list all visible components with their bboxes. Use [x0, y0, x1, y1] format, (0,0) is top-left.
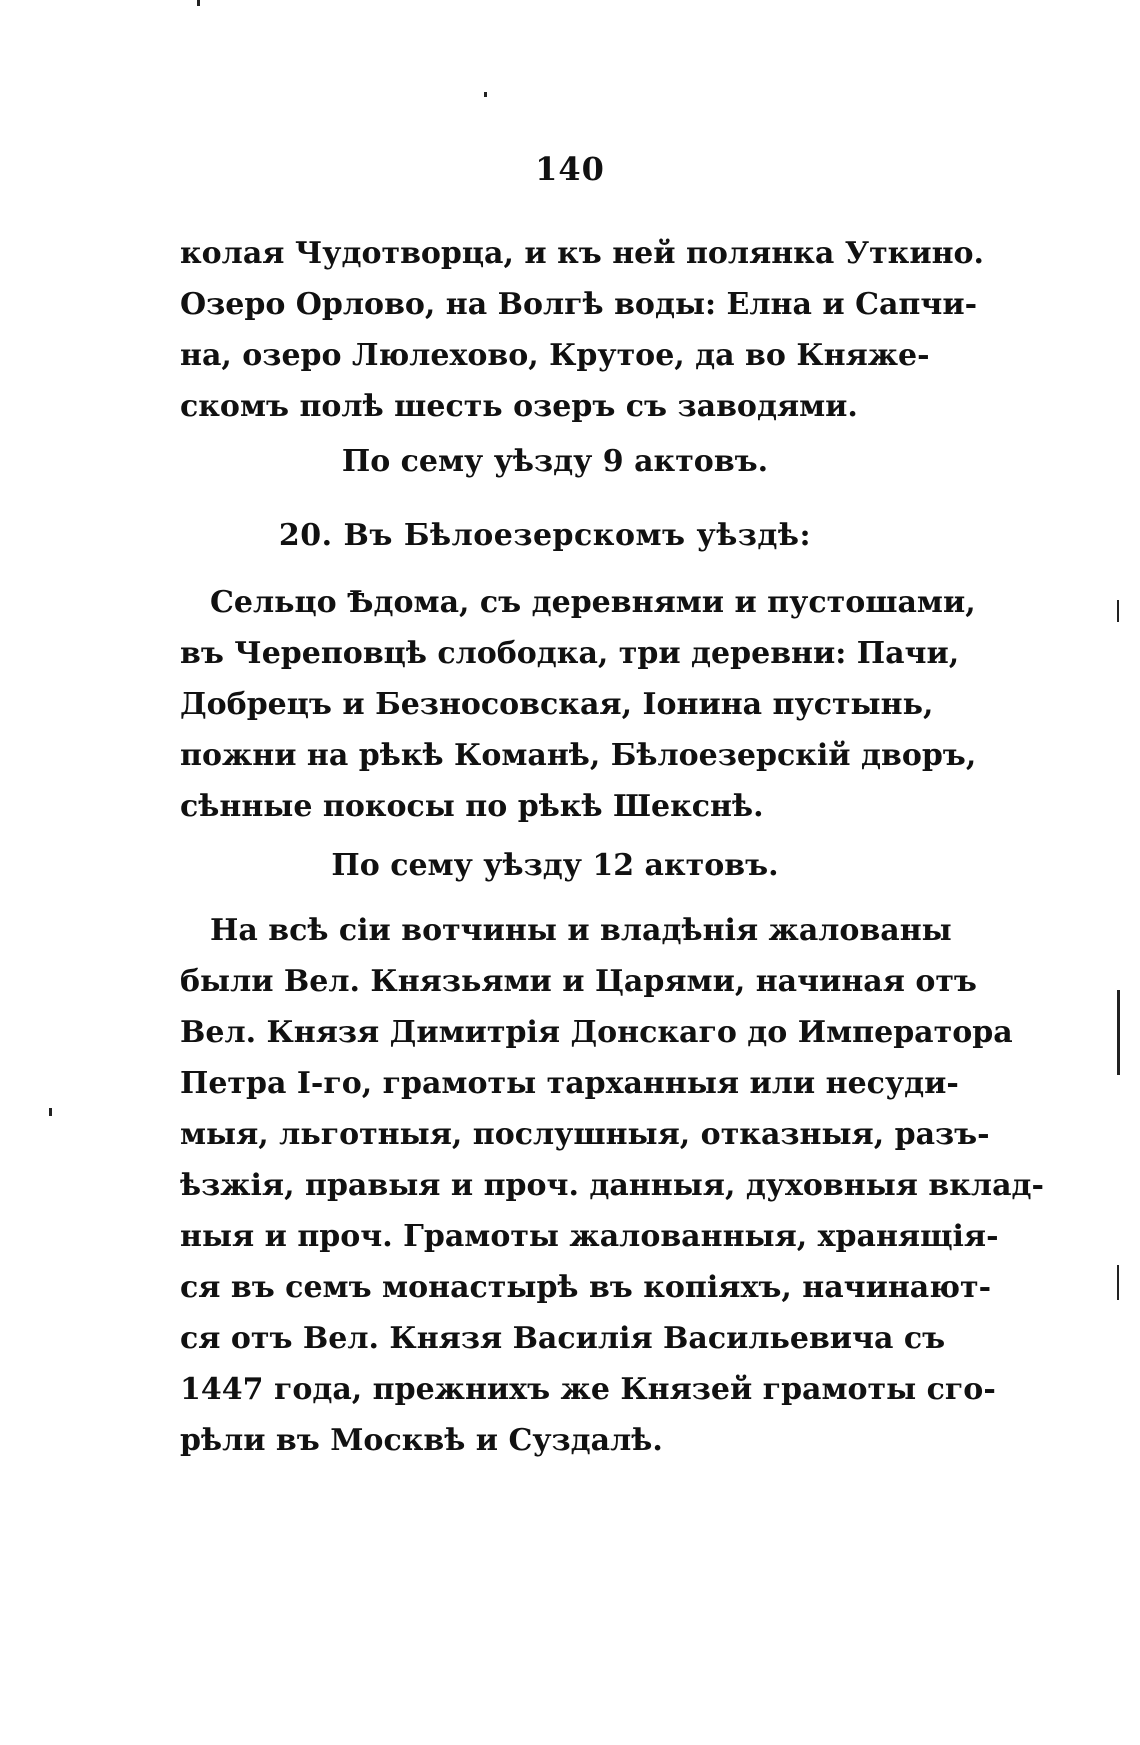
text-line: рѣли въ Москвѣ и Суздалѣ.	[180, 1423, 663, 1458]
text-line: были Вел. Князьями и Царями, начиная отъ	[180, 964, 977, 999]
text-line: ся въ семъ монастырѣ въ копіяхъ, начинают-	[180, 1270, 992, 1305]
paragraph-2	[180, 577, 977, 832]
summary-acts-19: По сему уѣзду 9 актовъ.	[341, 444, 769, 479]
text-line: ѣзжія, правыя и проч. данныя, духовныя вклад-	[180, 1168, 1044, 1203]
page-number: 140	[535, 150, 605, 188]
text-line: колая Чудотворца, и къ ней полянка Уткино.	[180, 236, 984, 271]
paragraph-1	[180, 228, 984, 432]
text-line: Озеро Орлово, на Волгѣ воды: Елна и Сапчи-	[180, 287, 978, 322]
text-line: Добрецъ и Безносовская, Іонина пустынь,	[180, 687, 934, 722]
text-line: ныя и проч. Грамоты жалованныя, хранящія-	[180, 1219, 999, 1254]
section-heading-20: 20. Въ Бѣлоезерскомъ уѣздѣ:	[278, 518, 812, 553]
text-line: 1447 года, прежнихъ же Князей грамоты сго-	[180, 1372, 996, 1407]
scan-edge-mark	[1117, 600, 1119, 622]
text-line: сѣнные покосы по рѣкѣ Шекснѣ.	[180, 789, 764, 824]
scan-dot	[49, 1108, 52, 1116]
text-line: мыя, льготныя, послушныя, отказныя, разъ-	[180, 1117, 990, 1152]
text-line: На всѣ сіи вотчины и владѣнія жалованы	[210, 913, 952, 948]
text-line: скомъ полѣ шесть озеръ съ заводями.	[180, 389, 858, 424]
scan-edge-mark	[1117, 990, 1120, 1075]
summary-acts-20: По сему уѣзду 12 актовъ.	[331, 848, 779, 883]
text-line: Вел. Князя Димитрія Донскаго до Императора	[180, 1015, 1013, 1050]
text-line: въ Череповцѣ слободка, три деревни: Пачи,	[180, 636, 960, 671]
text-line: пожни на рѣкѣ Команѣ, Бѣлоезерскій дворъ,	[180, 738, 977, 773]
text-line: Сельцо Ѣдома, съ деревнями и пустошами,	[210, 585, 976, 620]
scan-dot	[484, 92, 487, 97]
paragraph-3	[180, 905, 1044, 1466]
text-line: Петра I-го, грамоты тарханныя или несуди-	[180, 1066, 959, 1101]
text-line: ся отъ Вел. Князя Василія Васильевича съ	[180, 1321, 946, 1356]
text-line: на, озеро Люлехово, Крутое, да во Княже-	[180, 338, 930, 373]
scan-edge-mark	[1117, 1265, 1119, 1300]
scan-dot	[197, 0, 200, 6]
